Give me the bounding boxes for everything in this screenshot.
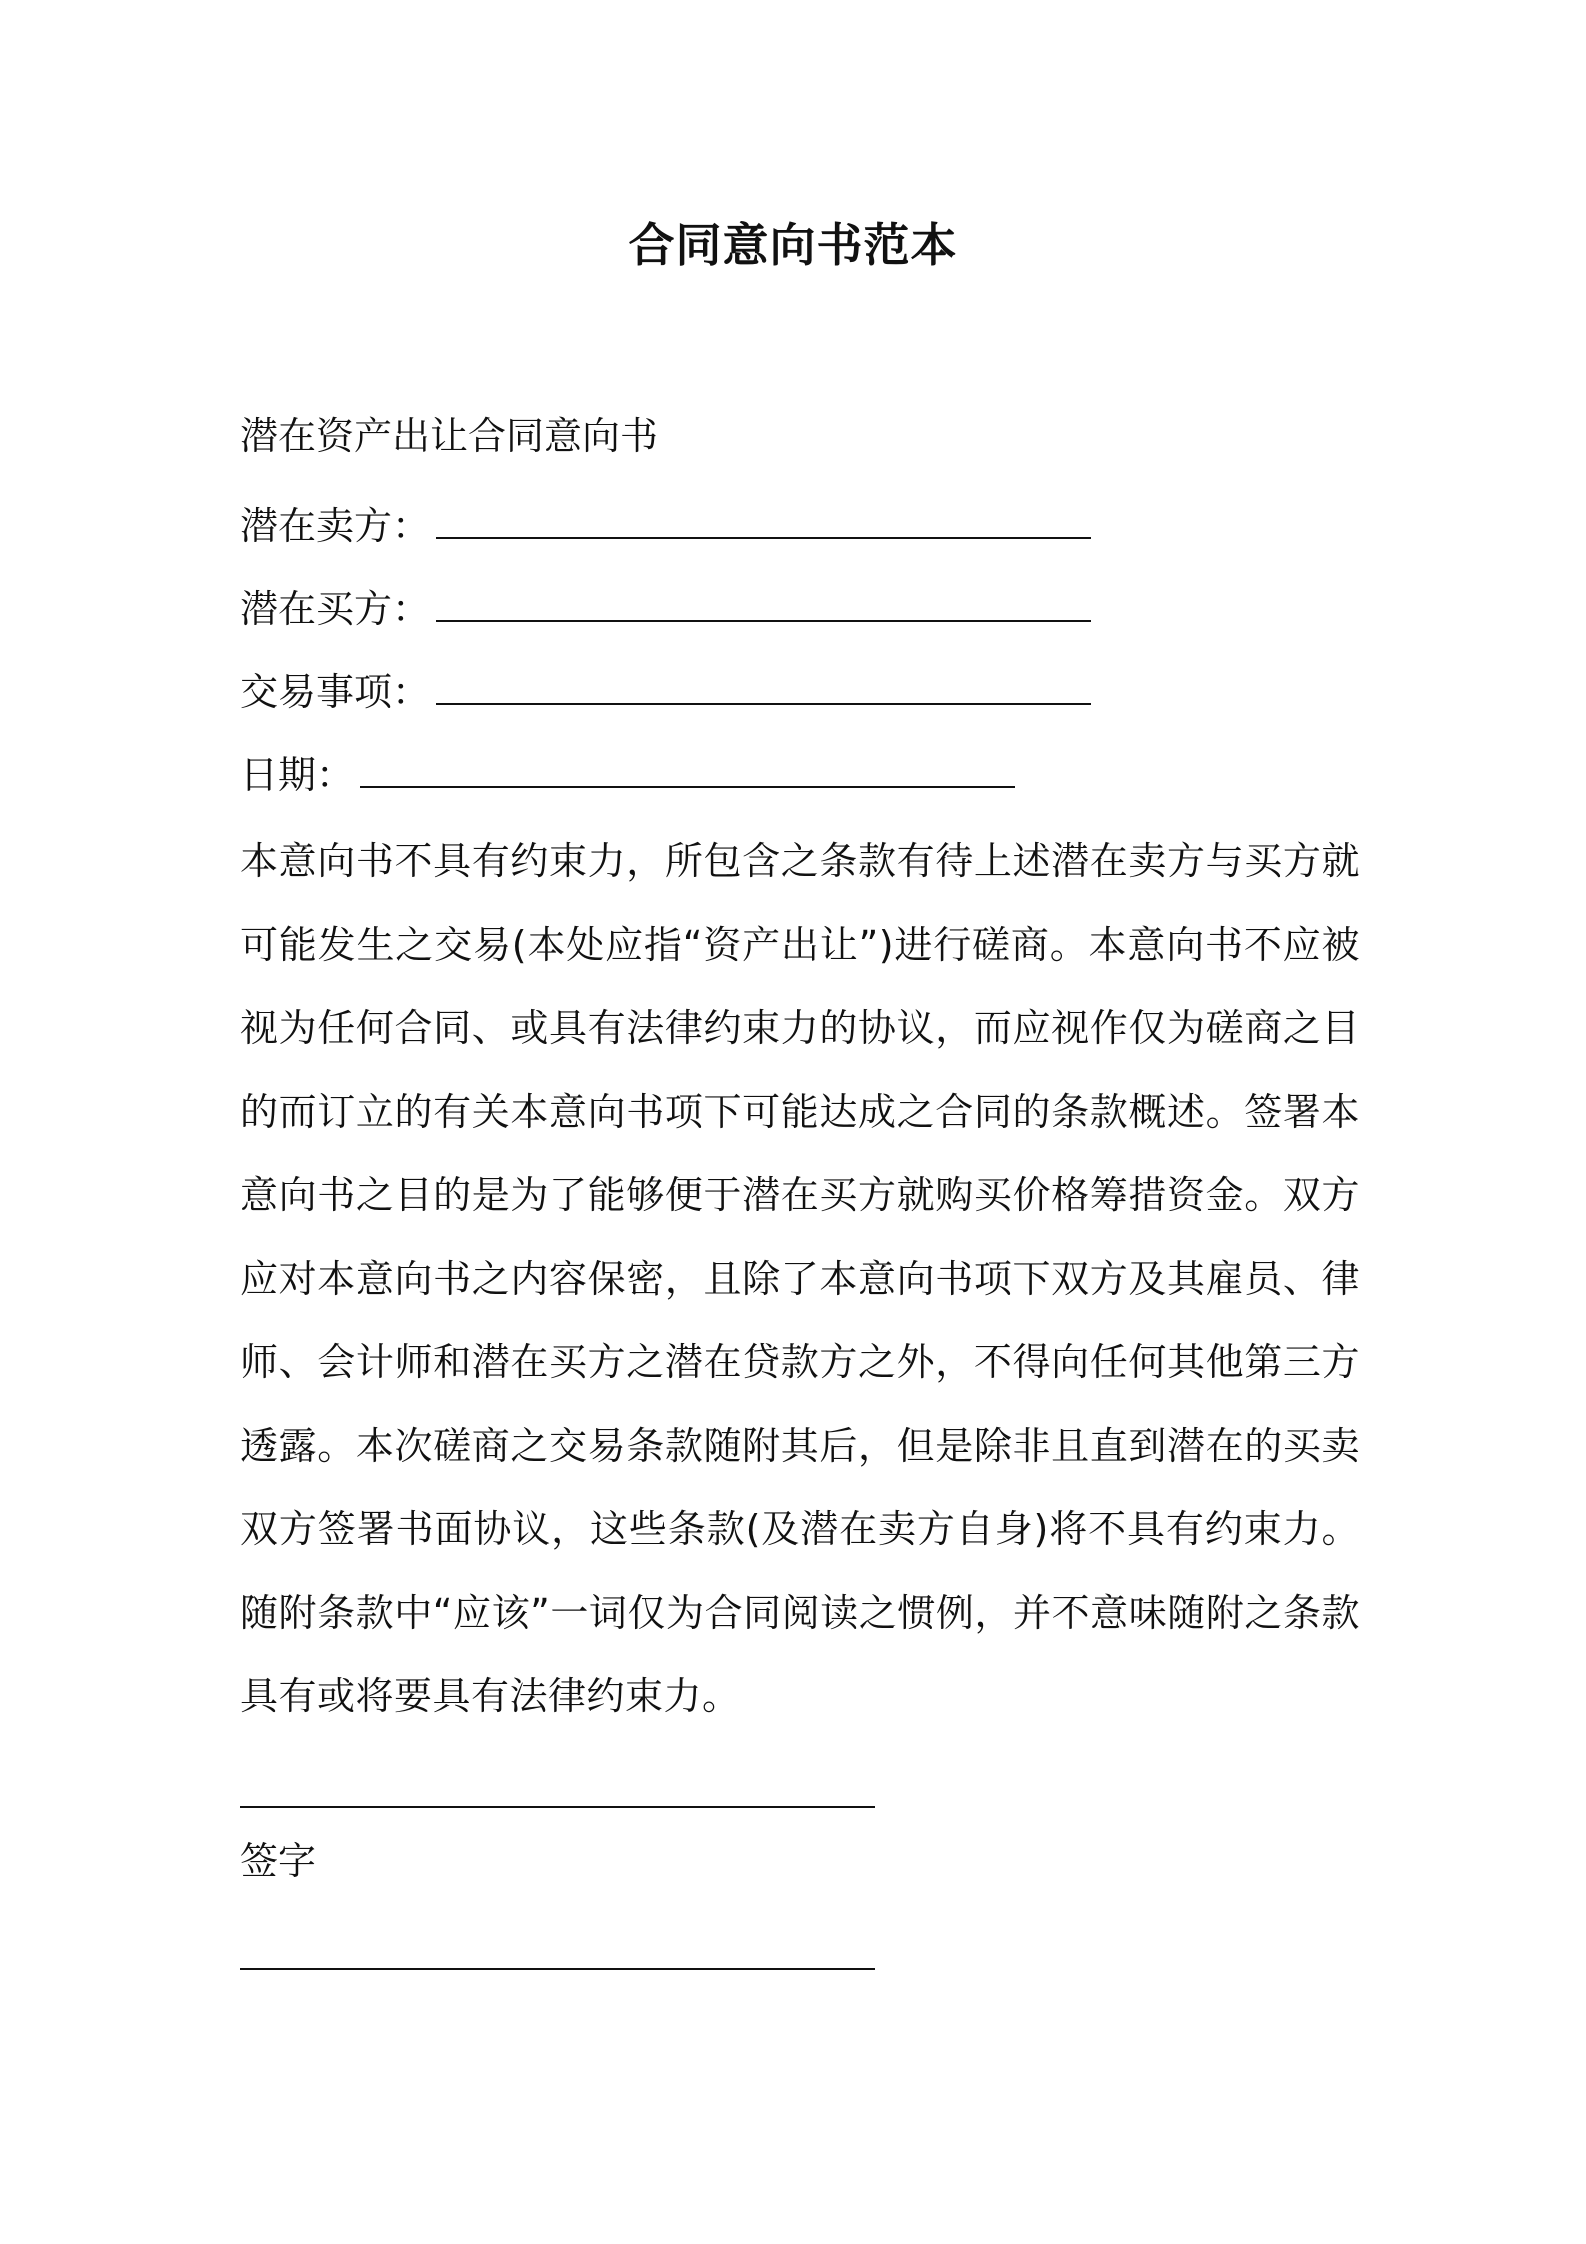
matter-field [240,666,1091,718]
buyer-blank [436,586,1091,622]
matter-label: 交易事项： [240,670,431,714]
date-blank [360,752,1015,788]
signature-line-bottom [240,1968,875,1970]
signature-label: 签字 [240,1839,317,1883]
seller-blank [436,503,1091,539]
document-title: 合同意向书范本 [628,218,958,272]
date-label: 日期： [240,753,355,797]
matter-blank [436,669,1091,705]
seller-field [240,500,1091,552]
date-field [240,749,1015,801]
buyer-label: 潜在买方： [240,587,431,631]
body-paragraph: 本意向书不具有约束力，所包含之条款有待上述潜在卖方与买方就可能发生之交易(本处应指“资产出让”)进行磋商。本意向书不应被视为任何合同、或具有法律约束力的协议，而应视作仅为磋商之目的而订立的有关本意向书项下可能达成之合同的条款概述。签署本意向书之目的是为了能够便于潜在买方就购买价格筹措资金。双方应对本意向书之内容保密，且除了本意向书项下双方及其雇员、律师、会计师和潜在买方之潜在贷款方之外，不得向任何其他第三方透露。本次磋商之交易条款随附其后，但是除非且直到潜在的买卖双方签署书面协议，这些条款(及潜在卖方自身)将不具有约束力。随附条款中“应该”一词仅为合同阅读之惯例，并不意味随附之条款具有或将要具有法律约束力。 [240,839,1360,1718]
signature-line-top [240,1806,875,1808]
buyer-field [240,583,1091,635]
document-subtitle: 潜在资产出让合同意向书 [240,414,659,458]
seller-label: 潜在卖方： [240,504,431,548]
